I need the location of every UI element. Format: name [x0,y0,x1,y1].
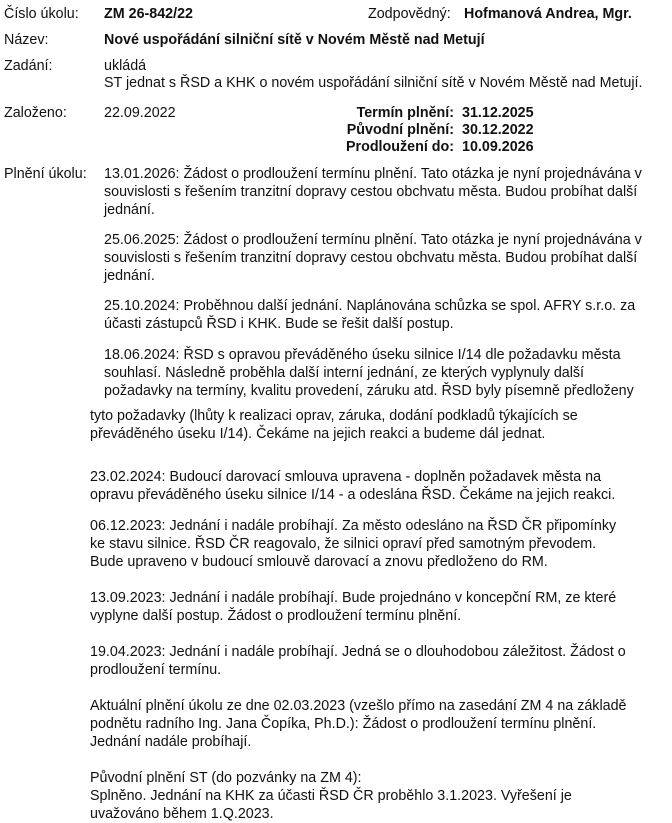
entry-line: souvislosti s řešením tranzitní dopravy cestou obchvatu města. Budou probíhat další [104,184,638,200]
entry-line: 25.10.2024: Proběhnou další jednání. Naplánována schůzka se spol. AFRY s.r.o. za [104,298,636,314]
entry-line: souvislosti s řešením tranzitní dopravy cestou obchvatu města. Budou probíhat další [104,250,638,266]
progress-entry [90,769,658,823]
entry-line: požadavky na termíny, kvalitu provedení, záruku atd. ŘSD byly písemně předloženy [104,383,634,399]
assignment-label: Zadání: [4,58,53,74]
progress-entry [104,231,672,285]
assignment-line-2: ST jednat s ŘSD a KHK o novém uspořádání silniční sítě v Novém Městě nad Metují. [104,75,643,91]
progress-entry [90,643,658,679]
responsible-label: Zodpovědný: [368,6,451,22]
deadline-date: 31.12.2025 [462,105,534,121]
progress-entry-continuation [90,407,658,443]
progress-entry [104,346,672,400]
responsible-person: Hofmanová Andrea, Mgr. [464,6,632,22]
entry-line: 25.06.2025: Žádost o prodloužení termínu plnění. Tato otázka je nyní projednávána v [104,232,642,248]
progress-entry [90,517,658,571]
progress-entry [104,297,672,333]
entry-line: jednání. [104,202,155,218]
entry-line: 23.02.2024: Budoucí darovací smlouva upravena - doplněn požadavek města na [90,469,602,485]
entry-line: Bude upraveno v budoucí smlouvě darovací a znovu předloženo do RM. [90,554,548,570]
entry-line: 19.04.2023: Jednání i nadále probíhají. Jedná se o dlouhodobou záležitost. Žádost o [90,644,626,660]
task-number: ZM 26-842/22 [104,6,194,22]
assignment-line-1: ukládá [104,58,147,74]
deadline-label: Termín plnění: [356,105,454,121]
entry-line: Původní plnění ST (do pozvánky na ZM 4): [90,770,362,786]
extended-date: 10.09.2026 [462,139,534,155]
created-label: Založeno: [4,105,67,121]
task-number-label: Číslo úkolu: [4,6,79,22]
entry-line: 18.06.2024: ŘSD s opravou převáděného úseku silnice I/14 dle požadavku města [104,347,621,363]
entry-line: Aktuální plnění úkolu ze dne 02.03.2023 (vzešlo přímo na zasedání ZM 4 na základě [90,698,627,714]
entry-line: prodloužení termínu. [90,662,222,678]
entry-line: tyto požadavky (lhůty k realizaci oprav, záruka, dodání podkladů týkajících se [90,408,578,424]
entry-line: 13.09.2023: Jednání i nadále probíhají. Bude projednáno v koncepční RM, ze které [90,590,617,606]
entry-line: Splněno. Jednání na KHK za účasti ŘSD ČR proběhlo 3.1.2023. Vyřešení je [90,788,572,804]
original-deadline-label: Původní plnění: [346,122,454,138]
entry-line: 13.01.2026: Žádost o prodloužení termínu plnění. Tato otázka je nyní projednávána v [104,166,642,182]
progress-entry [90,589,658,625]
extended-label: Prodloužení do: [345,139,454,155]
entry-line: opravu převáděného úseku silnice I/14 - a odeslána ŘSD. Čekáme na jejich reakci. [90,487,616,503]
progress-entry [104,165,672,219]
created-date: 22.09.2022 [104,105,176,121]
entry-line: podnětu radního Ing. Jana Čopíka, Ph.D.): Žádost o prodloužení termínu plnění. [90,716,597,732]
entry-line: účasti zástupců ŘSD i KHK. Bude se řešit další postup. [104,316,454,332]
name-label: Název: [4,32,49,48]
entry-line: ke stavu silnice. ŘSD ČR reagovalo, že silnici opraví před samotným převodem. [90,536,597,552]
entry-line: Jednání nadále probíhají. [90,734,252,750]
entry-line: převáděného úseku I/14). Čekáme na jejich reakci a budeme dál jednat. [90,426,546,442]
entry-line: souhlasí. Následně proběhla další interní jednání, ze kterých vyplynuly další [104,365,585,381]
progress-entry [90,468,658,504]
entry-line: 06.12.2023: Jednání i nadále probíhají. Za město odesláno na ŘSD ČR připomínky [90,518,617,534]
task-name: Nové uspořádání silniční sítě v Novém Městě nad Metují [104,32,485,48]
progress-label: Plnění úkolu: [4,166,87,182]
entry-line: uvažováno během 1.Q.2023. [90,806,274,822]
entry-line: jednání. [104,268,155,284]
entry-line: vyplyne další postup. Žádost o prodloužení termínu plnění. [90,608,462,624]
progress-entry [90,697,658,751]
original-deadline-date: 30.12.2022 [462,122,534,138]
